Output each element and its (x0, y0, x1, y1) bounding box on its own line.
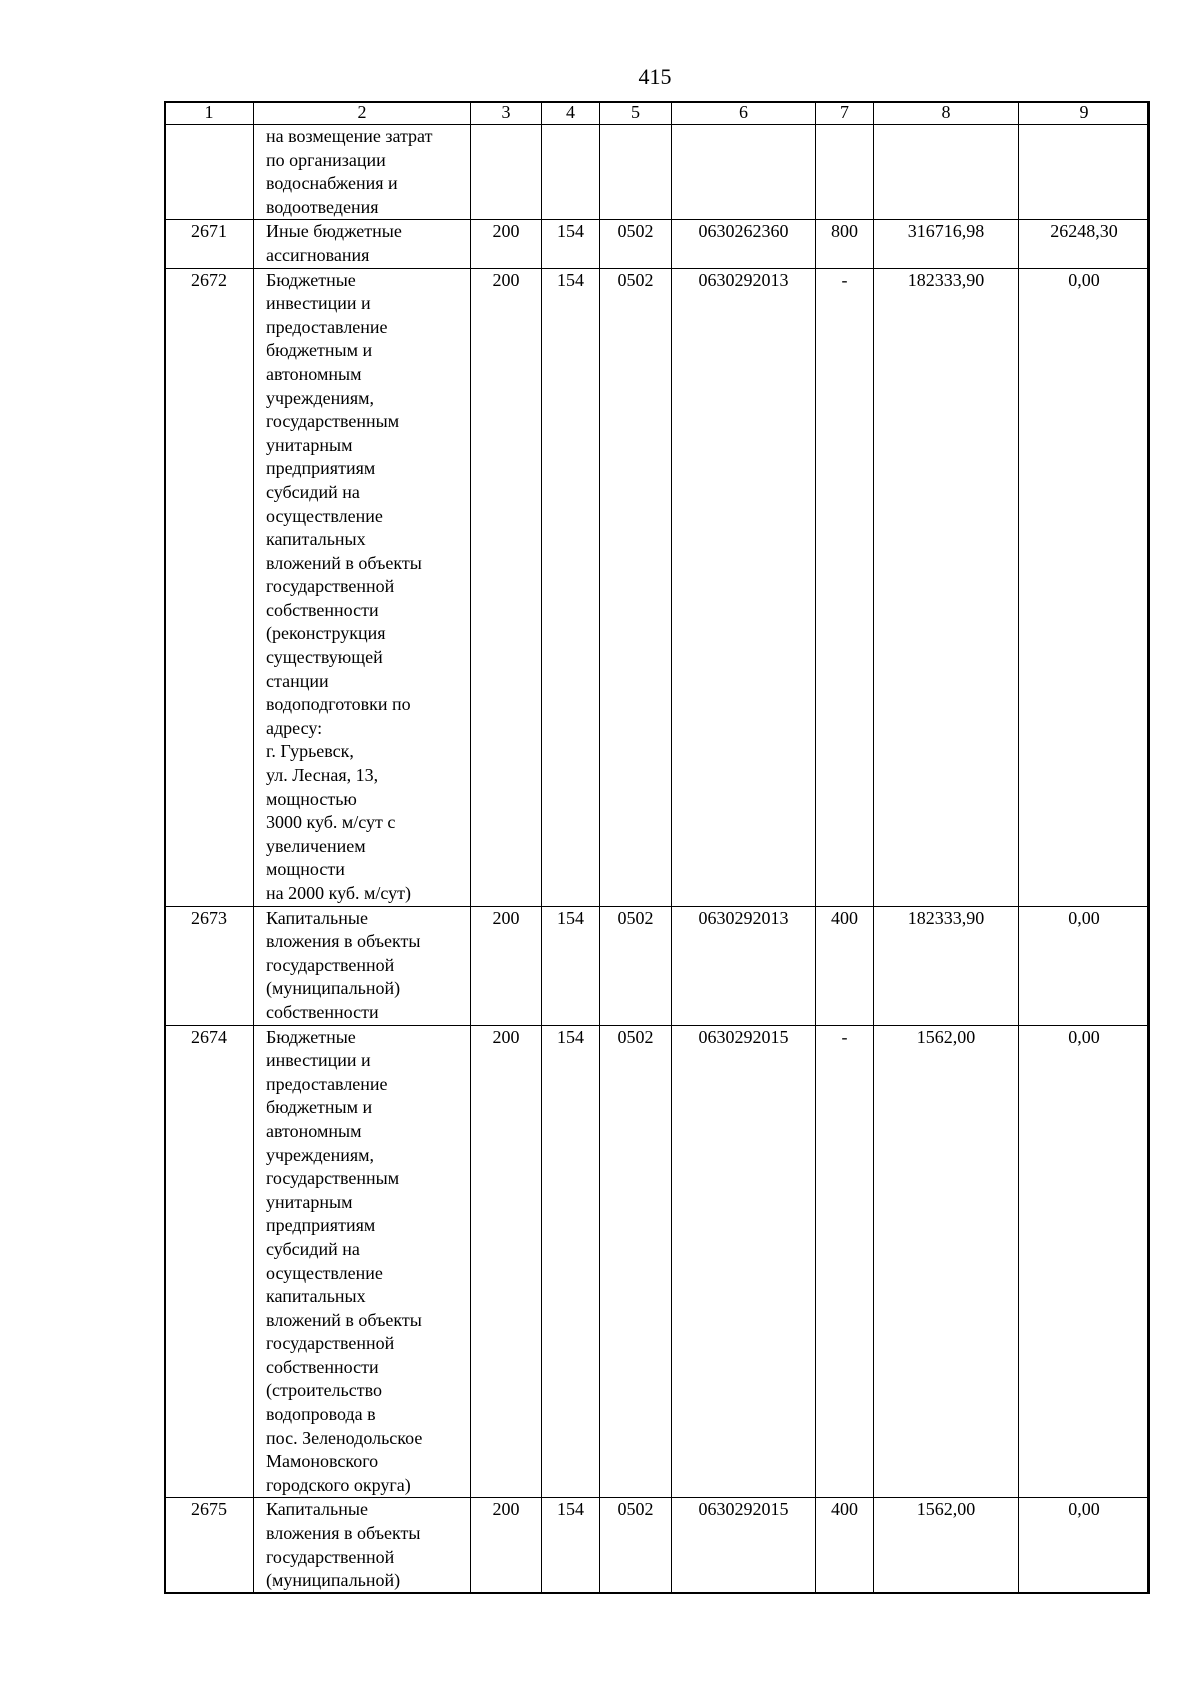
row-col3: 200 (471, 1498, 542, 1593)
row-col6: 0630292015 (672, 1025, 816, 1498)
row-col4: 154 (542, 906, 600, 1025)
row-col8: 182333,90 (874, 906, 1019, 1025)
row-col8: 182333,90 (874, 268, 1019, 906)
header-cell-8: 8 (874, 102, 1019, 125)
row-col7: - (816, 268, 874, 906)
row-col4: 154 (542, 268, 600, 906)
table-row (165, 1498, 1150, 1593)
table-row (165, 1025, 1150, 1498)
row-col4: 154 (542, 1498, 600, 1593)
header-cell-9: 9 (1019, 102, 1150, 125)
row-id: 2673 (165, 906, 254, 1025)
row-id (165, 125, 254, 220)
row-col5: 0502 (600, 1025, 672, 1498)
row-col9: 26248,30 (1019, 220, 1150, 268)
row-col6: 0630292013 (672, 268, 816, 906)
row-id: 2672 (165, 268, 254, 906)
row-col7: 400 (816, 1498, 874, 1593)
header-cell-7: 7 (816, 102, 874, 125)
row-col6: 0630292015 (672, 1498, 816, 1593)
row-col3: 200 (471, 906, 542, 1025)
row-col4 (542, 125, 600, 220)
header-cell-2: 2 (254, 102, 471, 125)
row-col5: 0502 (600, 220, 672, 268)
row-col7: 800 (816, 220, 874, 268)
page-number: 415 (638, 64, 672, 89)
row-name: на возмещение затрат по организации водоснабжения и водоотведения (254, 125, 471, 220)
row-id: 2675 (165, 1498, 254, 1593)
row-col3: 200 (471, 220, 542, 268)
row-name: Капитальные вложения в объекты государственной (муниципальной) (254, 1498, 471, 1593)
header-cell-6: 6 (672, 102, 816, 125)
row-col3: 200 (471, 1025, 542, 1498)
header-row (165, 102, 1150, 125)
header-cell-5: 5 (600, 102, 672, 125)
row-col7: - (816, 1025, 874, 1498)
row-name: Бюджетные инвестиции и предоставление бюджетным и автономным учреждениям, государственным унитарным предприятиям субсидий на осуществление капитальных вложений в объекты государственной собственности (строительство водопровода в пос. Зеленодольское Мамоновского городского округа) (254, 1025, 471, 1498)
row-col4: 154 (542, 220, 600, 268)
row-col5: 0502 (600, 906, 672, 1025)
row-name: Бюджетные инвестиции и предоставление бюджетным и автономным учреждениям, государственным унитарным предприятиям субсидий на осуществление капитальных вложений в объекты государственной собственности (реконструкция существующей станции водоподготовки по адресу: г. Гурьевск, ул. Лесная, 13, мощностью 3000 куб. м/сут с увеличением мощности на 2000 куб. м/сут) (254, 268, 471, 906)
row-id: 2671 (165, 220, 254, 268)
row-col8: 1562,00 (874, 1498, 1019, 1593)
row-col9: 0,00 (1019, 1025, 1150, 1498)
row-col9: 0,00 (1019, 906, 1150, 1025)
row-col9 (1019, 125, 1150, 220)
table-row (165, 906, 1150, 1025)
row-col5 (600, 125, 672, 220)
table-row (165, 125, 1150, 220)
row-col5: 0502 (600, 268, 672, 906)
budget-table (164, 101, 1150, 1594)
table-row (165, 220, 1150, 268)
row-col9: 0,00 (1019, 268, 1150, 906)
row-col7 (816, 125, 874, 220)
header-cell-3: 3 (471, 102, 542, 125)
row-col3 (471, 125, 542, 220)
row-col9: 0,00 (1019, 1498, 1150, 1593)
row-col6 (672, 125, 816, 220)
row-col3: 200 (471, 268, 542, 906)
row-col7: 400 (816, 906, 874, 1025)
row-col5: 0502 (600, 1498, 672, 1593)
row-col6: 0630262360 (672, 220, 816, 268)
row-name: Иные бюджетные ассигнования (254, 220, 471, 268)
row-col6: 0630292013 (672, 906, 816, 1025)
row-col8: 1562,00 (874, 1025, 1019, 1498)
header-cell-4: 4 (542, 102, 600, 125)
row-col8: 316716,98 (874, 220, 1019, 268)
row-id: 2674 (165, 1025, 254, 1498)
row-name: Капитальные вложения в объекты государственной (муниципальной) собственности (254, 906, 471, 1025)
row-col4: 154 (542, 1025, 600, 1498)
header-cell-1: 1 (165, 102, 254, 125)
row-col8 (874, 125, 1019, 220)
table-row (165, 268, 1150, 906)
